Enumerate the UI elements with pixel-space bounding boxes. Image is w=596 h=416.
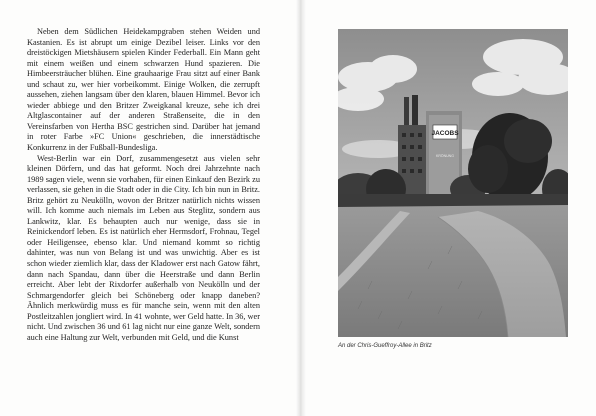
jacobs-sign-subtext: KRÖNUNG	[436, 154, 454, 158]
photo	[338, 29, 568, 337]
book-gutter	[296, 0, 306, 416]
photo-illustration	[338, 29, 568, 337]
paragraph-1: Neben dem Südlichen Heidekampgraben stehen Weiden und Kastanien. Es ist abrupt um einige Dezibel leiser. Links vor den dreistöckigen Mietshäusern spielen Kinder Federball. Ein Mann geht mit einem weißen und einem schwarzen Hund spazieren. Die Himbeersträucher blühen. Eine grauhaarige Frau sitzt auf einer Bank und schaut zu, wer hier vorbeikommt. Einige Wolken, die zerrupft aussehen, ziehen langsam über den klaren, blauen Himmel. Bevor ich wieder abbiege und den Britzer Zweigkanal kreuze, sehe ich drei Altglascontainer auf der anderen Straßenseite, die in den Vereinsfarben von Hertha BSC gestrichen sind. Darüber hat jemand in roter Farbe »FC Union« geschrieben, die innerstädtische Konkurrenz in der Fußball-Bundesliga.	[27, 27, 260, 153]
paragraph-2: West-Berlin war ein Dorf, zusammengesetzt aus vielen sehr kleinen Dörfern, und das hat geformt. Noch drei Jahrzehnte nach 1989 sagen viele, wenn sie vorhaben, für einen Einkauf den Bezirk zu verlassen, sie gehen in die Stadt oder in die City. Ich bin nun in Britz. Britz gehört zu Neukölln, wovon der Britzer natürlich nichts wissen will. Ich komme auch niemals im Leben aus Steglitz, sondern aus Lankwitz, klar. Es behaupten auch nur wenige, dass sie in Reinickendorf leben. Es ist natürlich eher Hermsdorf, Frohnau, Tegel oder Heiligensee, ebenso klar. Und niemand kommt so richtig dahinter, was nun von Belang ist und was unwichtig. Aber es ist schon wieder ziemlich klar, dass der Kladower erst nach Gatow fährt, dann nach Spandau, dann über die Heerstraße und dann Berlin erreicht. Aber lebt der Rixdorfer außerhalb von Neukölln und der Schmargendorfer gleich bei Schöneberg oder knapp daneben? Ähnlich merkwürdig muss es für manche sein, wenn mit den alten Postleitzahlen jongliert wird. In 41 wohnte, wer Geld hatte. In 36, wer nicht. Und zwischen 36 und 61 lag nicht nur eine ganze Welt, sondern auch eine Haltung zur Welt, verbunden mit Geld, und die Kunst	[27, 153, 260, 342]
left-page-text	[27, 27, 260, 343]
photo-caption: An der Chris-Gueffroy-Allee in Britz	[338, 343, 432, 349]
jacobs-sign-text: JACOBS	[431, 130, 459, 137]
